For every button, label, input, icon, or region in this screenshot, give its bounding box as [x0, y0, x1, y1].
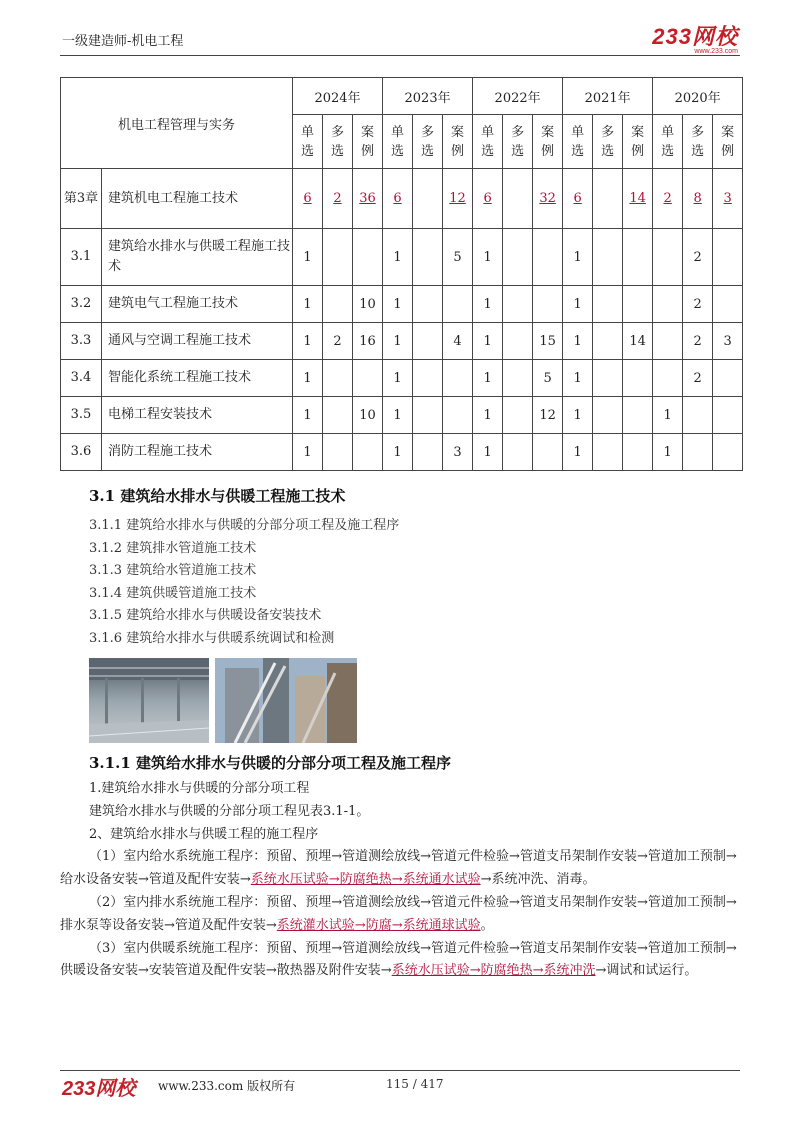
count-cell — [413, 286, 443, 323]
subject-header: 机电工程管理与实务 — [61, 78, 293, 169]
type-char: 选 — [421, 143, 435, 159]
section-code: 3.3 — [61, 323, 102, 360]
chapter-count: 12 — [449, 191, 466, 206]
paragraph: 建筑给水排水与供暖的分部分项工程见表3.1-1。 — [89, 803, 370, 819]
chapter-count: 2 — [333, 191, 342, 206]
type-char: 多 — [691, 124, 705, 140]
count-cell — [593, 360, 623, 397]
chapter-count-cell — [623, 169, 653, 229]
chapter-title: 建筑机电工程施工技术 — [102, 169, 293, 229]
header-divider — [60, 55, 740, 56]
brand-logo[interactable] — [652, 20, 738, 55]
question-type-header — [653, 115, 683, 169]
count-cell: 1 — [383, 229, 413, 286]
count-cell — [323, 229, 353, 286]
count-cell — [353, 229, 383, 286]
toc-item[interactable]: 3.1.2 建筑排水管道施工技术 — [89, 540, 257, 556]
count-cell — [653, 229, 683, 286]
text: （1）室内给水系统施工程序：预留、预埋→管道测绘放线→管道元件检验→管道支吊架制作安装→管道加工预制→给水设备安装→管道及配件安装→ — [60, 849, 737, 888]
count-cell — [413, 229, 443, 286]
count-cell — [443, 360, 473, 397]
count-cell: 2 — [683, 360, 713, 397]
type-char: 选 — [661, 143, 675, 159]
count-cell — [623, 286, 653, 323]
count-cell — [653, 360, 683, 397]
chapter-count-cell — [563, 169, 593, 229]
count-cell — [623, 434, 653, 471]
count-cell: 1 — [473, 434, 503, 471]
type-char: 多 — [511, 124, 525, 140]
type-char: 单 — [301, 124, 315, 140]
count-cell: 1 — [293, 360, 323, 397]
count-cell — [533, 434, 563, 471]
chapter-count-cell — [443, 169, 473, 229]
count-cell — [623, 360, 653, 397]
subsection-title: 3.1.1 建筑给水排水与供暖的分部分项工程及施工程序 — [89, 754, 451, 772]
year-header: 2024年 — [293, 78, 383, 115]
question-type-header — [323, 115, 353, 169]
type-char: 多 — [331, 124, 345, 140]
count-cell: 2 — [323, 323, 353, 360]
count-cell — [713, 229, 743, 286]
year-header: 2020年 — [653, 78, 743, 115]
count-cell — [353, 360, 383, 397]
count-cell — [503, 434, 533, 471]
count-cell — [443, 397, 473, 434]
section-title-cell: 建筑电气工程施工技术 — [102, 286, 293, 323]
key-steps-highlight: 系统水压试验→防腐绝热→系统冲洗 — [391, 963, 596, 979]
count-cell: 3 — [713, 323, 743, 360]
section-code: 3.4 — [61, 360, 102, 397]
count-cell — [413, 360, 443, 397]
count-cell: 1 — [383, 323, 413, 360]
count-cell: 1 — [563, 323, 593, 360]
question-type-header — [593, 115, 623, 169]
count-cell — [713, 434, 743, 471]
chapter-count: 14 — [629, 191, 646, 206]
table-row — [61, 229, 743, 286]
count-cell — [353, 434, 383, 471]
chapter-count: 2 — [663, 191, 672, 206]
type-char: 例 — [631, 143, 645, 159]
count-cell — [713, 286, 743, 323]
section-code: 3.5 — [61, 397, 102, 434]
count-cell: 4 — [443, 323, 473, 360]
page-number: 115 / 417 — [386, 1077, 444, 1091]
text: →系统冲洗、消毒。 — [480, 872, 596, 888]
chapter-count-cell — [503, 169, 533, 229]
type-char: 例 — [721, 143, 735, 159]
chapter-row — [61, 169, 743, 229]
question-type-header — [683, 115, 713, 169]
count-cell — [623, 397, 653, 434]
section-title-cell: 电梯工程安装技术 — [102, 397, 293, 434]
toc-item[interactable]: 3.1.6 建筑给水排水与供暖系统调试和检测 — [89, 630, 335, 646]
count-cell — [593, 323, 623, 360]
text: →调试和试运行。 — [595, 963, 698, 979]
count-cell — [533, 286, 563, 323]
procedure-drainage — [60, 892, 740, 938]
count-cell — [443, 286, 473, 323]
type-char: 选 — [691, 143, 705, 159]
count-cell — [323, 360, 353, 397]
count-cell — [713, 397, 743, 434]
chapter-code: 第3章 — [61, 169, 102, 229]
year-header: 2022年 — [473, 78, 563, 115]
chapter-count-cell — [593, 169, 623, 229]
procedure-heating — [60, 938, 740, 984]
paragraph: 2、建筑给水排水与供暖工程的施工程序 — [89, 826, 319, 842]
type-char: 多 — [421, 124, 435, 140]
section-toc — [89, 515, 399, 651]
section-title: 3.1 建筑给水排水与供暖工程施工技术 — [89, 487, 346, 505]
chapter-count: 8 — [693, 191, 702, 206]
type-char: 案 — [361, 124, 375, 140]
footer-divider — [60, 1070, 740, 1071]
type-char: 案 — [631, 124, 645, 140]
question-type-header — [623, 115, 653, 169]
count-cell — [653, 286, 683, 323]
count-cell: 3 — [443, 434, 473, 471]
count-cell: 1 — [473, 360, 503, 397]
question-type-header — [713, 115, 743, 169]
question-type-header — [473, 115, 503, 169]
count-cell: 1 — [473, 229, 503, 286]
count-cell — [323, 434, 353, 471]
section-title-cell: 消防工程施工技术 — [102, 434, 293, 471]
count-cell: 2 — [683, 286, 713, 323]
count-cell: 10 — [353, 286, 383, 323]
table-row — [61, 286, 743, 323]
count-cell: 1 — [563, 229, 593, 286]
count-cell — [683, 434, 713, 471]
type-char: 单 — [571, 124, 585, 140]
type-char: 选 — [571, 143, 585, 159]
text: 。 — [480, 917, 494, 933]
count-cell: 1 — [293, 286, 323, 323]
count-cell — [503, 323, 533, 360]
count-cell: 1 — [383, 286, 413, 323]
type-char: 案 — [541, 124, 555, 140]
question-type-header — [383, 115, 413, 169]
count-cell: 2 — [683, 323, 713, 360]
type-char: 单 — [481, 124, 495, 140]
procedure-water-supply — [60, 846, 740, 892]
type-char: 多 — [601, 124, 615, 140]
buildings-photo — [215, 658, 357, 743]
count-cell — [323, 286, 353, 323]
section-title-cell: 通风与空调工程施工技术 — [102, 323, 293, 360]
count-cell — [593, 229, 623, 286]
count-cell: 1 — [563, 286, 593, 323]
table-row — [61, 360, 743, 397]
count-cell — [413, 434, 443, 471]
count-cell: 1 — [293, 229, 323, 286]
count-cell: 1 — [473, 286, 503, 323]
count-cell: 1 — [293, 434, 323, 471]
count-cell: 5 — [443, 229, 473, 286]
toc-item[interactable]: 3.1.3 建筑给水管道施工技术 — [89, 563, 257, 579]
chapter-count-cell — [683, 169, 713, 229]
type-char: 案 — [451, 124, 465, 140]
table-row — [61, 434, 743, 471]
count-cell — [683, 397, 713, 434]
count-cell: 1 — [563, 360, 593, 397]
text: （2）室内排水系统施工程序：预留、预埋→管道测绘放线→管道元件检验→管道支吊架制作安装→管道加工预制→排水泵等设备安装→管道及配件安装→ — [60, 894, 737, 933]
count-cell — [713, 360, 743, 397]
footer-copyright: www.233.com 版权所有 — [158, 1079, 296, 1093]
body-text — [60, 778, 740, 983]
type-char: 选 — [511, 143, 525, 159]
footer-logo[interactable]: 233网校 — [62, 1078, 136, 1100]
count-cell — [623, 229, 653, 286]
count-cell: 12 — [533, 397, 563, 434]
section-code: 3.2 — [61, 286, 102, 323]
count-cell — [533, 229, 563, 286]
type-char: 选 — [601, 143, 615, 159]
key-steps-highlight: 系统灌水试验→防腐→系统通球试验 — [276, 917, 481, 933]
year-header-row — [61, 78, 743, 115]
chapter-count-cell — [293, 169, 323, 229]
question-type-header — [413, 115, 443, 169]
count-cell: 15 — [533, 323, 563, 360]
section-title-cell: 建筑给水排水与供暖工程施工技术 — [102, 229, 293, 286]
count-cell: 10 — [353, 397, 383, 434]
chapter-count-cell — [353, 169, 383, 229]
chapter-count: 36 — [359, 191, 376, 206]
toc-item[interactable]: 3.1.4 建筑供暖管道施工技术 — [89, 585, 257, 601]
chapter-count: 32 — [539, 191, 556, 206]
type-char: 单 — [661, 124, 675, 140]
chapter-count: 6 — [573, 191, 582, 206]
chapter-count: 6 — [303, 191, 312, 206]
question-type-header — [353, 115, 383, 169]
count-cell — [413, 323, 443, 360]
chapter-count: 3 — [723, 191, 732, 206]
chapter-count-cell — [473, 169, 503, 229]
chapter-count-cell — [383, 169, 413, 229]
count-cell: 1 — [293, 323, 323, 360]
page-header-title: 一级建造师-机电工程 — [62, 34, 184, 49]
count-cell: 1 — [653, 397, 683, 434]
count-cell: 14 — [623, 323, 653, 360]
warehouse-photo — [89, 658, 209, 743]
count-cell — [593, 286, 623, 323]
type-char: 选 — [331, 143, 345, 159]
count-cell: 1 — [383, 360, 413, 397]
type-char: 选 — [391, 143, 405, 159]
count-cell: 1 — [563, 397, 593, 434]
count-cell: 1 — [563, 434, 593, 471]
year-header: 2023年 — [383, 78, 473, 115]
text: （3）室内供暖系统施工程序：预留、预埋→管道测绘放线→管道元件检验→管道支吊架制作安装→管道加工预制→供暖设备安装→安装管道及配件安装→散热器及附件安装→ — [60, 940, 737, 979]
question-type-header — [563, 115, 593, 169]
count-cell — [593, 434, 623, 471]
type-char: 选 — [301, 143, 315, 159]
type-char: 例 — [451, 143, 465, 159]
chapter-count-cell — [653, 169, 683, 229]
count-cell — [503, 286, 533, 323]
question-type-header — [533, 115, 563, 169]
key-steps-highlight: 系统水压试验→防腐绝热→系统通水试验 — [250, 872, 481, 888]
section-code: 3.6 — [61, 434, 102, 471]
count-cell: 1 — [383, 397, 413, 434]
count-cell: 5 — [533, 360, 563, 397]
count-cell: 1 — [473, 323, 503, 360]
type-char: 例 — [361, 143, 375, 159]
section-code: 3.1 — [61, 229, 102, 286]
toc-item[interactable]: 3.1.5 建筑给水排水与供暖设备安装技术 — [89, 608, 322, 624]
type-char: 单 — [391, 124, 405, 140]
count-cell: 1 — [383, 434, 413, 471]
question-type-header — [443, 115, 473, 169]
type-char: 例 — [541, 143, 555, 159]
count-cell — [653, 323, 683, 360]
type-char: 案 — [721, 124, 735, 140]
table-row — [61, 323, 743, 360]
type-char: 选 — [481, 143, 495, 159]
section-title-cell: 智能化系统工程施工技术 — [102, 360, 293, 397]
count-cell — [593, 397, 623, 434]
count-cell: 1 — [293, 397, 323, 434]
year-header: 2021年 — [563, 78, 653, 115]
chapter-count-cell — [413, 169, 443, 229]
chapter-count: 6 — [483, 191, 492, 206]
count-cell: 1 — [653, 434, 683, 471]
chapter-count-cell — [533, 169, 563, 229]
logo-url: www.233.com — [694, 48, 738, 55]
chapter-count-cell — [713, 169, 743, 229]
question-type-header — [293, 115, 323, 169]
count-cell — [323, 397, 353, 434]
chapter-count: 6 — [393, 191, 402, 206]
count-cell — [503, 397, 533, 434]
count-cell: 16 — [353, 323, 383, 360]
toc-item[interactable]: 3.1.1 建筑给水排水与供暖的分部分项工程及施工程序 — [89, 518, 400, 533]
count-cell — [503, 360, 533, 397]
chapter-count-cell — [323, 169, 353, 229]
table-row — [61, 397, 743, 434]
exam-statistics-table — [60, 77, 743, 471]
count-cell: 2 — [683, 229, 713, 286]
count-cell: 1 — [473, 397, 503, 434]
logo-text: 233网校 — [652, 24, 738, 49]
count-cell — [413, 397, 443, 434]
question-type-header — [503, 115, 533, 169]
paragraph: 1.建筑给水排水与供暖的分部分项工程 — [89, 781, 310, 796]
count-cell — [503, 229, 533, 286]
